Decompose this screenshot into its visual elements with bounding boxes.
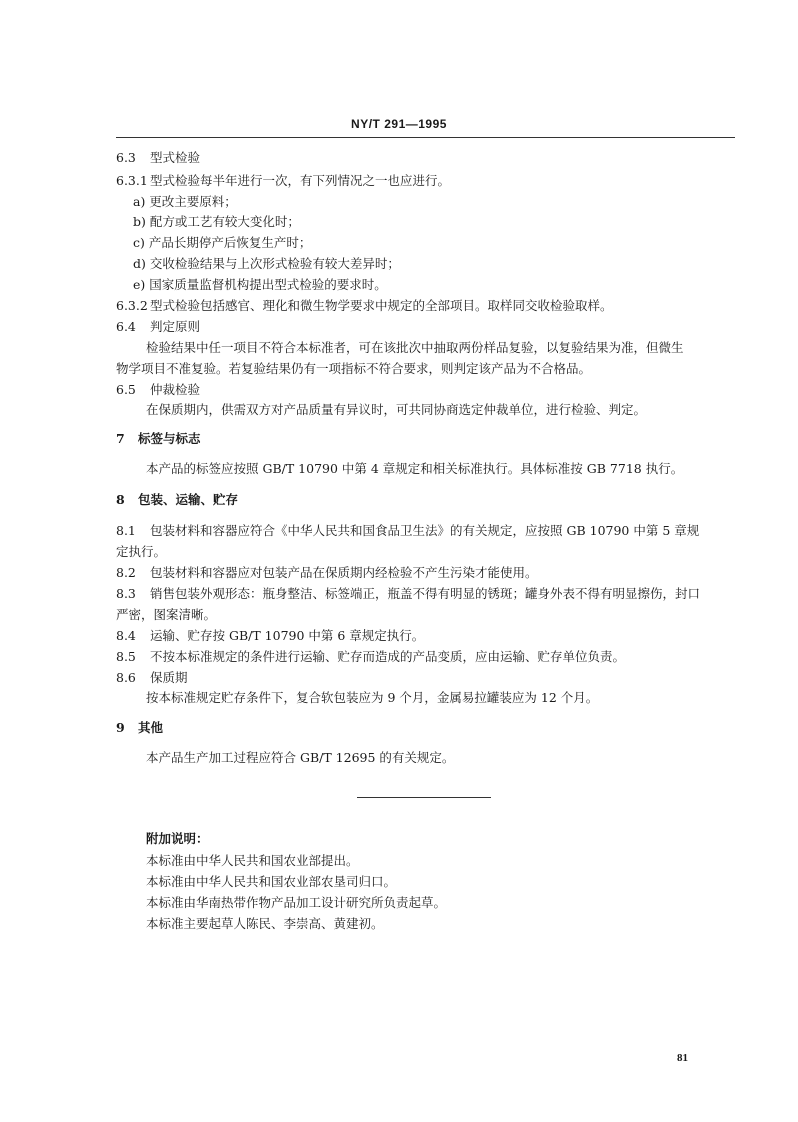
note-line: 本标准主要起草人陈民、李崇高、黄建初。 xyxy=(146,916,384,931)
clause-number: 6.3 xyxy=(116,150,136,165)
clause-8-2 xyxy=(116,563,736,583)
paragraph-line: 本产品生产加工过程应符合 GB/T 12695 的有关规定。 xyxy=(146,750,455,765)
clause-number: 6.3.1 xyxy=(116,173,148,188)
section-title: 其他 xyxy=(138,720,164,735)
section-9-heading xyxy=(116,718,736,738)
clause-text: 包装材料和容器应对包装产品在保质期内经检验不产生污染才能使用。 xyxy=(150,565,538,580)
clause-number: 6.3.2 xyxy=(116,298,148,313)
section-number: 7 xyxy=(116,431,125,446)
standard-number-header: NY/T 291—1995 xyxy=(351,117,447,131)
list-item: d) 交收检验结果与上次形式检验有较大差异时； xyxy=(133,256,400,271)
clause-8-4 xyxy=(116,626,736,646)
clause-number: 6.4 xyxy=(116,319,136,334)
clause-number: 8.2 xyxy=(116,565,136,580)
clause-number: 8.6 xyxy=(116,670,136,685)
clause-6-3-1 xyxy=(116,171,736,191)
list-item: e) 国家质量监督机构提出型式检验的要求时。 xyxy=(133,277,387,292)
clause-title: 判定原则 xyxy=(150,319,201,334)
paragraph-line: 定执行。 xyxy=(116,544,167,559)
clause-text: 不按本标准规定的条件进行运输、贮存而造成的产品变质，应由运输、贮存单位负责。 xyxy=(150,649,626,664)
section-title: 标签与标志 xyxy=(138,431,201,446)
list-item: a) 更改主要原料； xyxy=(133,194,237,209)
clause-text: 运输、贮存按 GB/T 10790 中第 6 章规定执行。 xyxy=(150,628,425,643)
paragraph-line: 在保质期内，供需双方对产品质量有异议时，可共同协商选定仲裁单位，进行检验、判定。 xyxy=(146,402,647,417)
paragraph-line: 检验结果中任一项目不符合本标准者，可在该批次中抽取两份样品复验，以复验结果为准，但微生 xyxy=(146,340,684,355)
clause-8-5 xyxy=(116,647,736,667)
note-line: 本标准由中华人民共和国农业部农垦司归口。 xyxy=(146,874,397,889)
clause-6-4 xyxy=(116,317,736,337)
clause-6-3 xyxy=(116,148,736,168)
list-item: b) 配方或工艺有较大变化时； xyxy=(133,214,300,229)
section-8-heading xyxy=(116,490,736,510)
clause-number: 8.3 xyxy=(116,586,136,601)
section-number: 8 xyxy=(116,492,125,507)
clause-title: 仲裁检验 xyxy=(150,382,201,397)
clause-8-3 xyxy=(116,584,736,604)
clause-text: 包装材料和容器应符合《中华人民共和国食品卫生法》的有关规定，应按照 GB 10790 中第 5 章规 xyxy=(150,523,700,538)
clause-number: 6.5 xyxy=(116,382,136,397)
section-7-heading xyxy=(116,429,736,449)
clause-number: 8.4 xyxy=(116,628,136,643)
clause-title: 型式检验 xyxy=(150,150,201,165)
clause-text: 型式检验包括感官、理化和微生物学要求中规定的全部项目。取样同交收检验取样。 xyxy=(150,298,613,313)
paragraph-line: 严密，图案清晰。 xyxy=(116,607,217,622)
header-divider xyxy=(116,137,735,138)
list-item: c) 产品长期停产后恢复生产时； xyxy=(133,235,312,250)
clause-8-6 xyxy=(116,668,736,688)
section-title: 包装、运输、贮存 xyxy=(138,492,239,507)
clause-8-1 xyxy=(116,521,736,541)
note-line: 本标准由华南热带作物产品加工设计研究所负责起草。 xyxy=(146,895,447,910)
section-number: 9 xyxy=(116,720,125,735)
paragraph-line: 本产品的标签应按照 GB/T 10790 中第 4 章规定和相关标准执行。具体标准按 GB 7718 执行。 xyxy=(146,461,684,476)
clause-6-5 xyxy=(116,380,736,400)
note-line: 本标准由中华人民共和国农业部提出。 xyxy=(146,853,359,868)
clause-number: 8.1 xyxy=(116,523,136,538)
page-number: 81 xyxy=(677,1052,688,1064)
paragraph-line: 物学项目不准复验。若复验结果仍有一项指标不符合要求，则判定该产品为不合格品。 xyxy=(116,361,592,376)
clause-text: 型式检验每半年进行一次，有下列情况之一也应进行。 xyxy=(150,173,451,188)
additional-notes-heading: 附加说明： xyxy=(146,831,209,846)
end-divider xyxy=(357,797,491,798)
clause-6-3-2 xyxy=(116,296,736,316)
clause-text: 销售包装外观形态：瓶身整洁、标签端正，瓶盖不得有明显的锈斑；罐身外表不得有明显擦伤，封口 xyxy=(150,586,701,601)
paragraph-line: 按本标准规定贮存条件下，复合软包装应为 9 个月，金属易拉罐装应为 12 个月。 xyxy=(146,690,599,705)
clause-title: 保质期 xyxy=(150,670,188,685)
clause-number: 8.5 xyxy=(116,649,136,664)
